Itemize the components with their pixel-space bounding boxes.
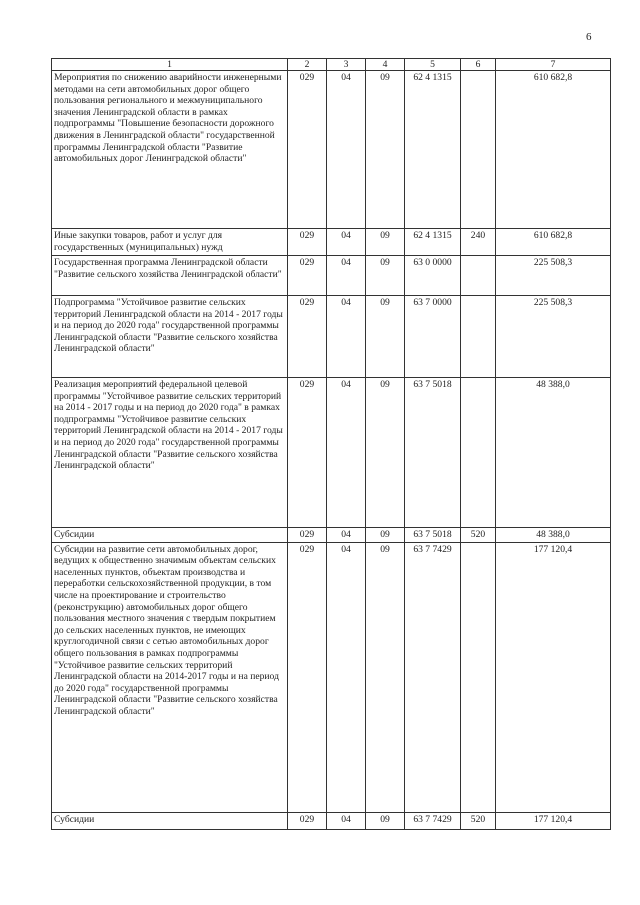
row-amount: 177 120,4	[496, 812, 611, 829]
row-subsection: 09	[366, 256, 405, 296]
row-code: 029	[288, 256, 327, 296]
row-expense-type: 520	[461, 812, 496, 829]
table-row	[52, 528, 611, 543]
row-amount: 48 388,0	[496, 378, 611, 528]
row-subsection: 09	[366, 542, 405, 812]
header-cell: 4	[366, 59, 405, 71]
row-amount: 225 508,3	[496, 256, 611, 296]
header-cell: 5	[405, 59, 461, 71]
row-name: Реализация мероприятий федеральной целевой программы "Устойчивое развитие сельских территорий на 2014 - 2017 годы и на период до 2020 года" в рамках подпрограммы "Устойчивое развитие сельских территорий Ленинградской области на 2014 - 2017 годы и на период до 2020 года" государственной программы Ленинградской области "Развитие сельского хозяйства Ленинградской области"	[52, 378, 288, 528]
row-expense-type: 240	[461, 229, 496, 256]
row-section: 04	[327, 812, 366, 829]
table-row	[52, 812, 611, 829]
row-amount: 177 120,4	[496, 542, 611, 812]
row-target-article: 63 7 7429	[405, 542, 461, 812]
row-subsection: 09	[366, 812, 405, 829]
header-cell: 7	[496, 59, 611, 71]
row-target-article: 63 0 0000	[405, 256, 461, 296]
row-section: 04	[327, 229, 366, 256]
table-row	[52, 229, 611, 256]
budget-table	[51, 58, 611, 830]
row-expense-type: 520	[461, 528, 496, 543]
row-expense-type	[461, 542, 496, 812]
row-section: 04	[327, 378, 366, 528]
row-code: 029	[288, 378, 327, 528]
row-name: Субсидии на развитие сети автомобильных дорог, ведущих к общественно значимым объектам сельских населенных пунктов, объектам производства и переработки сельскохозяйственной продукции, в том числе на проектирование и строительство (реконструкцию) автомобильных дорог общего пользования местного значения с твердым покрытием до сельских населенных пунктов, не имеющих круглогодичной связи с сетью автомобильных дорог общего пользования в рамках подпрограммы "Устойчивое развитие сельских территорий Ленинградской области на 2014-2017 годы и на период до 2020 года" государственной программы Ленинградской области "Развитие сельского хозяйства Ленинградской области"	[52, 542, 288, 812]
row-amount: 225 508,3	[496, 296, 611, 378]
row-name: Иные закупки товаров, работ и услуг для государственных (муниципальных) нужд	[52, 229, 288, 256]
row-code: 029	[288, 229, 327, 256]
row-subsection: 09	[366, 378, 405, 528]
row-name: Государственная программа Ленинградской области "Развитие сельского хозяйства Ленинградской области"	[52, 256, 288, 296]
row-code: 029	[288, 542, 327, 812]
row-code: 029	[288, 812, 327, 829]
row-amount: 48 388,0	[496, 528, 611, 543]
row-name: Субсидии	[52, 812, 288, 829]
row-section: 04	[327, 296, 366, 378]
table-row	[52, 256, 611, 296]
row-target-article: 62 4 1315	[405, 229, 461, 256]
page-number: 6	[586, 31, 592, 43]
row-target-article: 63 7 5018	[405, 378, 461, 528]
row-target-article: 63 7 7429	[405, 812, 461, 829]
row-code: 029	[288, 71, 327, 229]
table-row	[52, 296, 611, 378]
table-row	[52, 71, 611, 229]
row-target-article: 62 4 1315	[405, 71, 461, 229]
row-amount: 610 682,8	[496, 71, 611, 229]
header-cell: 2	[288, 59, 327, 71]
row-code: 029	[288, 296, 327, 378]
row-expense-type	[461, 71, 496, 229]
row-section: 04	[327, 256, 366, 296]
table-row	[52, 542, 611, 812]
table-row	[52, 378, 611, 528]
row-section: 04	[327, 71, 366, 229]
row-section: 04	[327, 542, 366, 812]
row-expense-type	[461, 256, 496, 296]
row-expense-type	[461, 378, 496, 528]
row-expense-type	[461, 296, 496, 378]
row-target-article: 63 7 5018	[405, 528, 461, 543]
header-cell: 1	[52, 59, 288, 71]
row-name: Мероприятия по снижению аварийности инженерными методами на сети автомобильных дорог общего пользования регионального и межмуниципального значения Ленинградской области в рамках подпрограммы "Повышение безопасности дорожного движения в Ленинградской области" государственной программы Ленинградской области "Развитие автомобильных дорог Ленинградской области"	[52, 71, 288, 229]
row-name: Подпрограмма "Устойчивое развитие сельских территорий Ленинградской области на 2014 - 2017 годы и на период до 2020 года" государственной программы Ленинградской области "Развитие сельского хозяйства Ленинградской области"	[52, 296, 288, 378]
row-code: 029	[288, 528, 327, 543]
row-section: 04	[327, 528, 366, 543]
row-amount: 610 682,8	[496, 229, 611, 256]
row-subsection: 09	[366, 296, 405, 378]
header-cell: 6	[461, 59, 496, 71]
row-subsection: 09	[366, 71, 405, 229]
row-target-article: 63 7 0000	[405, 296, 461, 378]
row-name: Субсидии	[52, 528, 288, 543]
row-subsection: 09	[366, 528, 405, 543]
header-cell: 3	[327, 59, 366, 71]
row-subsection: 09	[366, 229, 405, 256]
table-header-row	[52, 59, 611, 71]
